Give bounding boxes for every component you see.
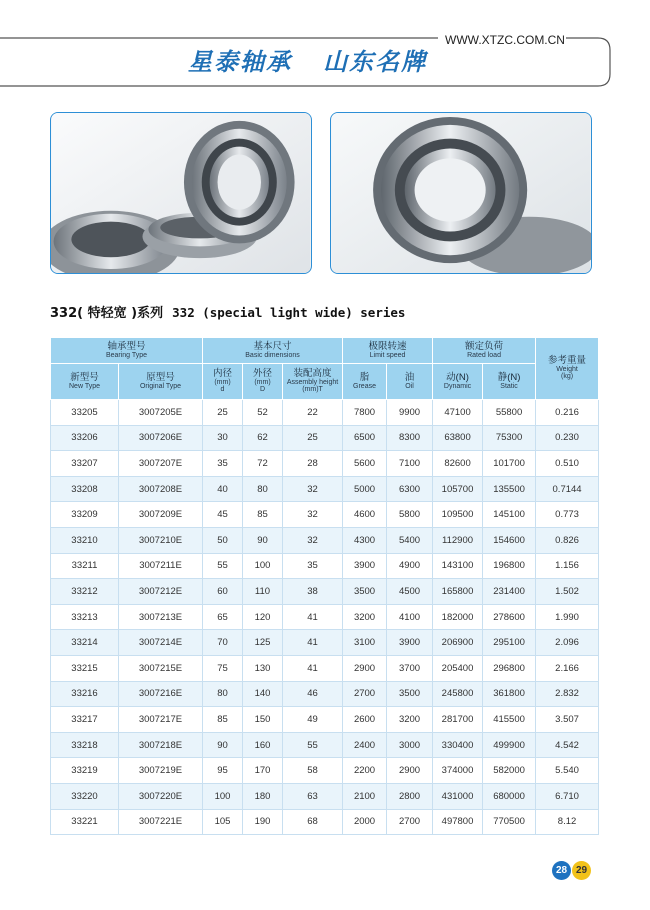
header-oil: 油 Oil (387, 364, 433, 400)
table-cell: 145100 (483, 502, 536, 528)
header-outer-diameter: 外径 (mm) D (243, 364, 283, 400)
table-cell: 33210 (51, 527, 119, 553)
table-cell: 33209 (51, 502, 119, 528)
bearing-photo-right (330, 112, 592, 274)
table-cell: 2000 (343, 809, 387, 835)
table-cell: 2.096 (536, 630, 599, 656)
table-cell: 296800 (483, 655, 536, 681)
table-cell: 75 (203, 655, 243, 681)
table-cell: 3007211E (119, 553, 203, 579)
table-cell: 2.832 (536, 681, 599, 707)
table-cell: 3007215E (119, 655, 203, 681)
table-cell: 112900 (433, 527, 483, 553)
table-row (51, 553, 599, 579)
table-cell: 90 (203, 732, 243, 758)
table-cell: 3007216E (119, 681, 203, 707)
table-cell: 374000 (433, 758, 483, 784)
table-cell: 50 (203, 527, 243, 553)
table-cell: 3200 (343, 604, 387, 630)
table-cell: 2600 (343, 707, 387, 733)
table-cell: 33216 (51, 681, 119, 707)
table-cell: 3007221E (119, 809, 203, 835)
table-cell: 7100 (387, 451, 433, 477)
table-cell: 5800 (387, 502, 433, 528)
table-cell: 105 (203, 809, 243, 835)
table-cell: 33217 (51, 707, 119, 733)
brand-slogan: 星泰轴承 山东名牌 (188, 47, 428, 76)
series-title-zh: 332( 特轻宽 )系列 (50, 306, 164, 321)
header-inner-diameter: 内径 (mm) d (203, 364, 243, 400)
table-cell: 65 (203, 604, 243, 630)
table-cell: 3007212E (119, 579, 203, 605)
table-cell: 101700 (483, 451, 536, 477)
table-cell: 182000 (433, 604, 483, 630)
table-cell: 190 (243, 809, 283, 835)
table-cell: 3900 (343, 553, 387, 579)
table-cell: 3007217E (119, 707, 203, 733)
bearing-image-icon (51, 113, 311, 273)
table-cell: 45 (203, 502, 243, 528)
table-cell: 497800 (433, 809, 483, 835)
table-cell: 582000 (483, 758, 536, 784)
table-cell: 32 (283, 502, 343, 528)
table-cell: 120 (243, 604, 283, 630)
table-cell: 3.507 (536, 707, 599, 733)
table-cell: 95 (203, 758, 243, 784)
table-cell: 3007206E (119, 425, 203, 451)
table-cell: 60 (203, 579, 243, 605)
table-cell: 6300 (387, 476, 433, 502)
table-cell: 143100 (433, 553, 483, 579)
table-cell: 68 (283, 809, 343, 835)
header-original-type: 原型号 Original Type (119, 364, 203, 400)
table-cell: 3200 (387, 707, 433, 733)
page-number-right: 29 (572, 861, 591, 880)
table-row (51, 579, 599, 605)
table-row (51, 604, 599, 630)
table-row (51, 809, 599, 835)
table-cell: 140 (243, 681, 283, 707)
table-cell: 3007220E (119, 783, 203, 809)
table-cell: 4100 (387, 604, 433, 630)
table-cell: 62 (243, 425, 283, 451)
table-cell: 3007218E (119, 732, 203, 758)
table-cell: 80 (203, 681, 243, 707)
table-cell: 160 (243, 732, 283, 758)
table-cell: 205400 (433, 655, 483, 681)
header-assembly-height: 装配高度 Assembly height (mm)T (283, 364, 343, 400)
table-cell: 46 (283, 681, 343, 707)
table-cell: 2900 (343, 655, 387, 681)
table-row (51, 732, 599, 758)
table-cell: 5600 (343, 451, 387, 477)
table-cell: 3007219E (119, 758, 203, 784)
table-cell: 85 (243, 502, 283, 528)
table-row (51, 400, 599, 426)
table-cell: 63 (283, 783, 343, 809)
table-cell: 680000 (483, 783, 536, 809)
table-cell: 3500 (387, 681, 433, 707)
table-row (51, 476, 599, 502)
header-static: 静(N) Static (483, 364, 536, 400)
table-cell: 431000 (433, 783, 483, 809)
header-rated-load: 额定负荷 Rated load (433, 338, 536, 364)
table-cell: 2400 (343, 732, 387, 758)
table-cell: 75300 (483, 425, 536, 451)
table-cell: 0.230 (536, 425, 599, 451)
table-cell: 41 (283, 604, 343, 630)
table-cell: 25 (203, 400, 243, 426)
table-cell: 0.216 (536, 400, 599, 426)
table-cell: 3500 (343, 579, 387, 605)
table-cell: 281700 (433, 707, 483, 733)
header-bearing-type: 轴承型号 Bearing Type (51, 338, 203, 364)
table-cell: 0.7144 (536, 476, 599, 502)
table-cell: 30 (203, 425, 243, 451)
table-cell: 1.156 (536, 553, 599, 579)
table-body (51, 400, 599, 835)
table-cell: 2800 (387, 783, 433, 809)
series-title-en: 332 (special light wide) series (172, 305, 406, 320)
table-row (51, 681, 599, 707)
bearing-photo-left (50, 112, 312, 274)
table-cell: 33213 (51, 604, 119, 630)
table-cell: 5.540 (536, 758, 599, 784)
header-weight: 参考重量 Weight (kg) (536, 338, 599, 400)
table-cell: 2700 (343, 681, 387, 707)
table-cell: 55 (203, 553, 243, 579)
table-cell: 55 (283, 732, 343, 758)
table-cell: 2200 (343, 758, 387, 784)
table-cell: 2100 (343, 783, 387, 809)
table-cell: 1.990 (536, 604, 599, 630)
table-cell: 4500 (387, 579, 433, 605)
table-cell: 3007207E (119, 451, 203, 477)
table-cell: 3000 (387, 732, 433, 758)
table-cell: 4900 (387, 553, 433, 579)
table-cell: 125 (243, 630, 283, 656)
table-cell: 3100 (343, 630, 387, 656)
table-cell: 63800 (433, 425, 483, 451)
table-cell: 295100 (483, 630, 536, 656)
website-url[interactable]: WWW.XTZC.COM.CN (445, 33, 565, 47)
table-cell: 33218 (51, 732, 119, 758)
table-cell: 3007209E (119, 502, 203, 528)
table-cell: 165800 (433, 579, 483, 605)
table-cell: 100 (243, 553, 283, 579)
header-new-type: 新型号 New Type (51, 364, 119, 400)
series-title (50, 302, 405, 321)
table-cell: 33205 (51, 400, 119, 426)
page-number-left: 28 (552, 861, 571, 880)
table-cell: 278600 (483, 604, 536, 630)
table-cell: 0.826 (536, 527, 599, 553)
header-grease: 脂 Grease (343, 364, 387, 400)
table-cell: 3700 (387, 655, 433, 681)
table-cell: 55800 (483, 400, 536, 426)
table-cell: 85 (203, 707, 243, 733)
table-cell: 33214 (51, 630, 119, 656)
table-cell: 9900 (387, 400, 433, 426)
table-cell: 33219 (51, 758, 119, 784)
table-cell: 7800 (343, 400, 387, 426)
table-cell: 33208 (51, 476, 119, 502)
table-cell: 180 (243, 783, 283, 809)
table-cell: 4300 (343, 527, 387, 553)
header-basic-dimensions: 基本尺寸 Basic dimensions (203, 338, 343, 364)
table-cell: 4.542 (536, 732, 599, 758)
table-cell: 2.166 (536, 655, 599, 681)
table-cell: 154600 (483, 527, 536, 553)
table-cell: 330400 (433, 732, 483, 758)
table-cell: 33220 (51, 783, 119, 809)
table-cell: 3007210E (119, 527, 203, 553)
table-row (51, 707, 599, 733)
table-cell: 100 (203, 783, 243, 809)
table-cell: 4600 (343, 502, 387, 528)
header-dynamic: 动(N) Dynamic (433, 364, 483, 400)
table-cell: 49 (283, 707, 343, 733)
table-cell: 8300 (387, 425, 433, 451)
table-row (51, 451, 599, 477)
table-cell: 22 (283, 400, 343, 426)
table-cell: 2900 (387, 758, 433, 784)
table-cell: 35 (283, 553, 343, 579)
bearing-image-icon (331, 113, 591, 273)
table-cell: 58 (283, 758, 343, 784)
table-row (51, 502, 599, 528)
table-cell: 415500 (483, 707, 536, 733)
table-cell: 2700 (387, 809, 433, 835)
table-cell: 231400 (483, 579, 536, 605)
table-cell: 3007208E (119, 476, 203, 502)
table-cell: 35 (203, 451, 243, 477)
table-cell: 33212 (51, 579, 119, 605)
table-cell: 5000 (343, 476, 387, 502)
table-cell: 105700 (433, 476, 483, 502)
table-cell: 150 (243, 707, 283, 733)
table-cell: 3007214E (119, 630, 203, 656)
table-cell: 1.502 (536, 579, 599, 605)
table-cell: 72 (243, 451, 283, 477)
table-row (51, 758, 599, 784)
table-cell: 28 (283, 451, 343, 477)
table-cell: 6.710 (536, 783, 599, 809)
table-cell: 196800 (483, 553, 536, 579)
table-cell: 80 (243, 476, 283, 502)
table-cell: 32 (283, 527, 343, 553)
table-cell: 38 (283, 579, 343, 605)
table-cell: 0.510 (536, 451, 599, 477)
table-cell: 40 (203, 476, 243, 502)
table-cell: 6500 (343, 425, 387, 451)
bearing-spec-table (50, 337, 599, 835)
table-cell: 25 (283, 425, 343, 451)
table-cell: 52 (243, 400, 283, 426)
table-cell: 33215 (51, 655, 119, 681)
table-row (51, 630, 599, 656)
table-cell: 8.12 (536, 809, 599, 835)
table-cell: 770500 (483, 809, 536, 835)
table-cell: 33221 (51, 809, 119, 835)
table-cell: 135500 (483, 476, 536, 502)
table-cell: 499900 (483, 732, 536, 758)
table-row (51, 655, 599, 681)
table-cell: 245800 (433, 681, 483, 707)
table-row (51, 527, 599, 553)
table-cell: 206900 (433, 630, 483, 656)
table-cell: 170 (243, 758, 283, 784)
table-cell: 130 (243, 655, 283, 681)
table-row (51, 425, 599, 451)
table-cell: 47100 (433, 400, 483, 426)
table-cell: 41 (283, 630, 343, 656)
table-cell: 109500 (433, 502, 483, 528)
table-cell: 82600 (433, 451, 483, 477)
table-cell: 3900 (387, 630, 433, 656)
table-cell: 0.773 (536, 502, 599, 528)
table-cell: 361800 (483, 681, 536, 707)
table-row (51, 783, 599, 809)
table-cell: 3007205E (119, 400, 203, 426)
table-cell: 5400 (387, 527, 433, 553)
table-cell: 32 (283, 476, 343, 502)
table-cell: 70 (203, 630, 243, 656)
table-cell: 110 (243, 579, 283, 605)
table-cell: 33211 (51, 553, 119, 579)
table-cell: 33207 (51, 451, 119, 477)
table-cell: 33206 (51, 425, 119, 451)
table-cell: 90 (243, 527, 283, 553)
page-numbers (552, 861, 591, 880)
header-limit-speed: 极限转速 Limit speed (343, 338, 433, 364)
table-cell: 41 (283, 655, 343, 681)
table-cell: 3007213E (119, 604, 203, 630)
